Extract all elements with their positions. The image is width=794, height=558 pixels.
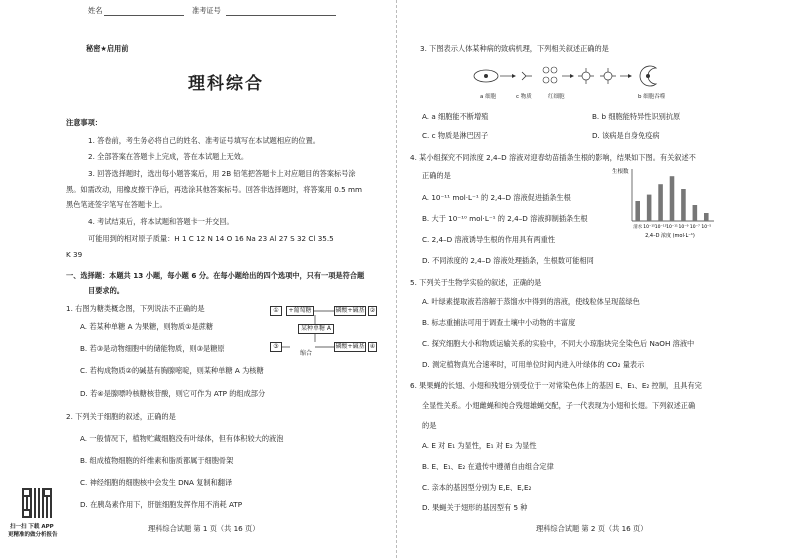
exam-id-field-line [226,15,336,16]
bar-1 [647,195,652,221]
page-title: 理科综合 [188,74,264,94]
option-a: A. 10⁻¹¹ mol·L⁻¹ 的 2,4–D 溶液促进插条生根 [422,193,571,202]
section-heading: 目要求的。 [88,286,124,295]
question-stem: 1. 右图为糖类概念图，下列说法不正确的是 [66,304,205,313]
atomic-mass-line: K 39 [66,250,83,259]
phosphate-base-box-bottom: 磷酸+碱基 [335,343,365,350]
name-label: 姓名 [88,6,103,15]
notice-line: 1. 答卷前，考生务必将自己的姓名、准考证号填写在本试题相应的位置。 [88,136,320,145]
notice-heading: 注意事项： [66,118,102,127]
chart-xlabel: 2,4–D 浓度 (mol·L⁻¹) [645,233,695,239]
option-b: B. 若③是动物细胞中的储能物质，则③是糖原 [80,344,225,353]
bar-6 [704,213,709,221]
sugar-concept-diagram [270,304,376,360]
bar-4 [681,189,686,221]
question-stem: 4. 某小组探究不同浓度 2,4–D 溶液对迎春幼苗插条生根的影响，结果如下图。有关叙述不 [410,153,696,162]
bar-3 [670,176,675,221]
option-b: B. 组成植物细胞的纤维素和脂质都属于细胞骨架 [80,456,234,465]
label-c-substance: c 物质 [516,94,532,100]
notice-line: 3. 回答选择题时，选出每小题答案后，用 2B 铅笔把答题卡上对应题目的答案标号涂 [88,169,356,178]
question-stem: 6. 果果蝇的长翅、小翅和残翅分别受位于一对常染色体上的基因 E、E₁、E₂ 控制，且具有完 [410,381,702,390]
option-b: B. b 细胞能特异性识别抗原 [592,112,681,121]
option-a: A. 叶绿素提取液若溶解于蒸馏水中得到的溶液，使线粒体呈现蓝绿色 [422,297,640,306]
option-a: A. a 细胞能不断增殖 [422,112,489,121]
qr-code [22,488,52,518]
option-c: C. 2,4–D 溶液诱导生根的作用具有两重性 [422,235,556,244]
question-stem-cont: 的是 [422,421,437,430]
option-c: C. 亲本的基因型分别为 E,E、E,E₂ [422,483,532,492]
node-4: ④ [369,343,376,350]
question-stem: 5. 下列关于生物学实验的叙述，正确的是 [410,278,542,287]
page-divider [396,0,397,558]
node-2: ② [369,307,376,314]
tick-label-1: 10⁻¹⁵ [643,225,656,230]
question-stem: 2. 下列关于细胞的叙述，正确的是 [66,412,176,421]
option-c: C. 探究细胞大小和物质运输关系的实验中，不同大小琼脂块完全染色后 NaOH 溶液中 [422,339,695,348]
question-stem: 3. 下图表示人体某种病的致病机理，下列相关叙述正确的是 [420,44,609,53]
condense-label: 缩合 [300,350,313,357]
chart-ylabel: 生根数 [612,169,629,175]
option-c: C. 若构成物质②的碱基有胸腺嘧啶，则某种单糖 A 为核糖 [80,366,264,375]
bar-0 [635,201,640,221]
tick-label-0: 清水 [633,225,643,230]
root-number-chart [610,165,720,245]
exam-id-label: 准考证号 [192,6,221,15]
option-b: B. 大于 10⁻¹⁰ mol·L⁻¹ 的 2,4–D 溶液抑制插条生根 [422,214,588,223]
qr-caption-2: 更精准的做分析报告 [8,532,58,538]
tick-label-6: 10⁻⁵ [701,225,712,230]
tick-label-3: 10⁻¹¹ [666,225,678,230]
qr-caption-1: 扫一扫 下载 APP [10,524,54,530]
secret-label: 秘密★启用前 [86,44,129,53]
footer-page-right: 理科综合试题 第 2 页（共 16 页） [536,524,648,533]
option-b: B. 标志重捕法可用于调查土壤中小动物的丰富度 [422,318,576,327]
section-heading: 一、选择题：本题共 13 小题，每小题 6 分。在每小题给出的四个选项中，只有一项是符合题 [66,271,365,280]
label-a-cell: a 细胞 [480,94,497,100]
atomic-mass-line: 可能用到的相对原子质量：H 1 C 12 N 14 O 16 Na 23 Al 27 S 32 Cl 35.5 [88,234,334,243]
tick-label-5: 10⁻⁷ [689,225,700,230]
option-d: D. 若④是腺嘌呤核糖核苷酸，则它可作为 ATP 的组成部分 [80,389,266,398]
option-d: D. 不同浓度的 2,4–D 溶液处理插条，生根数可能相同 [422,256,594,265]
label-b-cell: b 细胞吞噬 [638,94,666,100]
notice-line: 2. 全部答案在答题卡上完成，答在本试题上无效。 [88,152,249,161]
option-b: B. E、E₁、E₂ 在遗传中遵循自由组合定律 [422,462,554,471]
option-c: C. c 物质是淋巴因子 [422,131,489,140]
option-c: C. 神经细胞的细胞核中会发生 DNA 复制和翻译 [80,478,233,487]
notice-line: 4. 考试结束后，将本试题和答题卡一并交回。 [88,217,234,226]
tick-label-2: 10⁻¹³ [654,225,667,230]
glucose-box: +葡萄糖 [286,306,314,316]
footer-page-left: 理科综合试题 第 1 页（共 16 页） [148,524,260,533]
c-substance-shape [522,72,532,80]
option-d: D. 果蝇关于翅形的基因型有 5 种 [422,503,528,512]
option-d: D. 该病是自身免疫病 [592,131,660,140]
single-sugar-box: 某种单糖 A [298,324,334,334]
option-a: A. E 对 E₁ 为显性，E₁ 对 E₂ 为显性 [422,441,537,450]
node-1: ① [270,306,282,316]
diagram-connectors [270,304,376,360]
option-a: A. 一般情况下，植物贮藏细胞没有叶绿体，但有体积较大的液泡 [80,434,284,443]
notice-line: 黑。如需改动，用橡皮擦干净后，再选涂其他答案标号。回答非选择题时，将答案用 0.5 mm [66,185,362,194]
option-a: A. 若某种单糖 A 为果糖，则物质①是蔗糖 [80,322,214,331]
bar-2 [658,184,663,221]
notice-line: 黑色笔迹签字笔写在答题卡上。 [66,200,167,209]
phosphate-base-box-top: 磷酸+碱基 [335,307,365,314]
question-stem-cont: 全显性关系。小翅雌蝇和纯合残翅雄蝇交配，子一代表现为小翅和长翅。下列叙述正确 [422,401,696,410]
option-d: D. 在胰岛素作用下，肝脏细胞发挥作用不消耗 ATP [80,500,243,509]
tick-label-4: 10⁻⁹ [678,225,689,230]
option-d: D. 测定植物真光合速率时，可用单位时间内进入叶绿体的 CO₂ 量表示 [422,360,645,369]
name-field-line [104,15,184,16]
question-stem-cont: 正确的是 [422,171,451,180]
node-3: ③ [270,342,282,352]
label-red-cell: 红细胞 [548,94,565,100]
bar-5 [693,205,698,221]
